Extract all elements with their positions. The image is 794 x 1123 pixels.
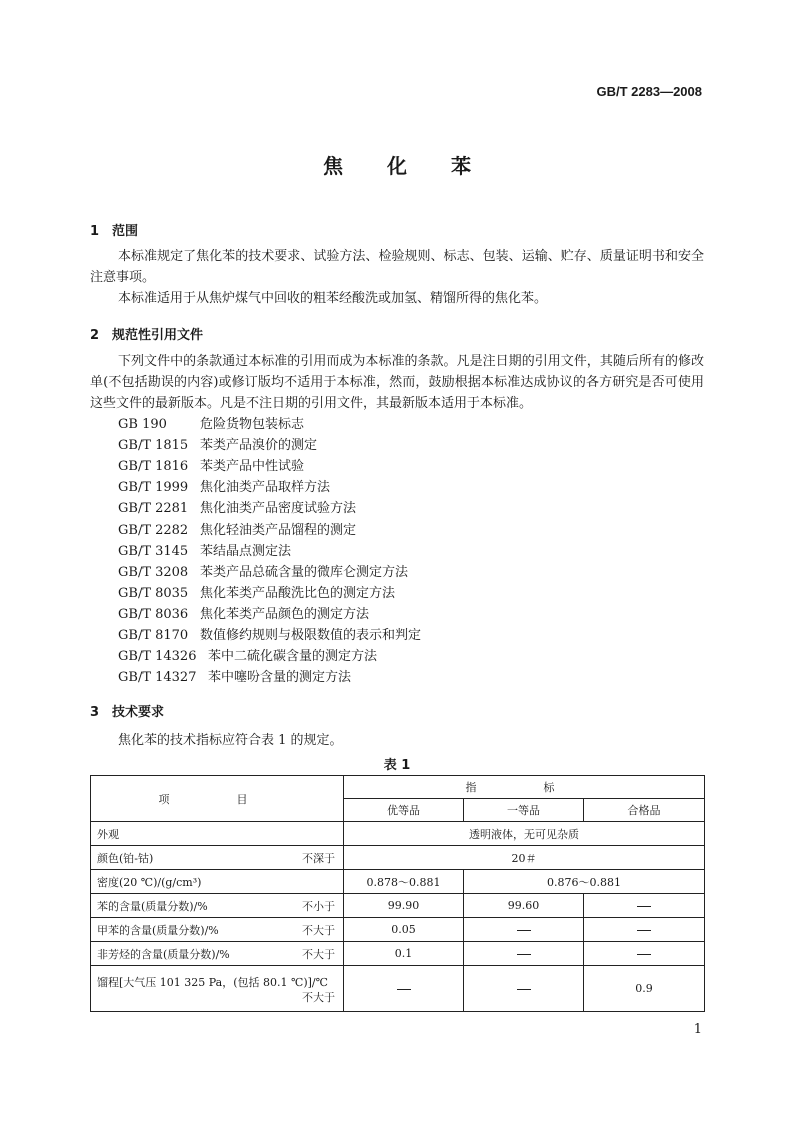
reference-title: 危险货物包装标志 bbox=[200, 417, 305, 432]
reference-item bbox=[118, 646, 377, 667]
reference-item bbox=[118, 604, 369, 625]
reference-title: 苯类产品中性试验 bbox=[200, 459, 305, 475]
reference-item bbox=[118, 435, 317, 456]
dash-mark bbox=[637, 930, 651, 931]
item-name: 外观 bbox=[97, 827, 119, 841]
item-cell bbox=[91, 966, 344, 1012]
table-caption: 表 1 bbox=[383, 758, 411, 773]
reference-code: GB/T 1999 bbox=[118, 480, 189, 496]
reference-code: GB/T 8036 bbox=[118, 606, 189, 622]
limit-label: 不深于 bbox=[302, 851, 335, 865]
reference-item bbox=[118, 520, 356, 541]
reference-code: GB/T 1816 bbox=[118, 459, 189, 475]
item-name: 馏程[大气压 101 325 Pa，(包括 80.1 ℃)]/℃ bbox=[97, 975, 328, 989]
value-premium: 0.05 bbox=[344, 918, 464, 942]
section-2-heading bbox=[90, 324, 203, 343]
reference-title: 苯中噻吩含量的测定方法 bbox=[208, 670, 352, 686]
reference-code: GB/T 1815 bbox=[118, 438, 189, 454]
standard-number: GB/T 2283—2008 bbox=[596, 84, 702, 99]
table-row bbox=[91, 942, 705, 966]
item-cell bbox=[91, 942, 344, 966]
table-row bbox=[91, 894, 705, 918]
reference-title: 苯类产品溴价的测定 bbox=[200, 438, 318, 454]
reference-item bbox=[118, 477, 330, 498]
value-first bbox=[464, 942, 584, 966]
item-name: 密度(20 ℃)/(g/cm³) bbox=[97, 875, 202, 889]
reference-code: GB/T 2281 bbox=[118, 501, 189, 517]
reference-title: 焦化苯类产品颜色的测定方法 bbox=[200, 606, 370, 622]
spec-table bbox=[90, 775, 705, 1012]
value-premium bbox=[344, 966, 464, 1012]
value-merged: 透明液体，无可见杂质 bbox=[344, 822, 705, 846]
reference-item bbox=[118, 625, 421, 646]
table-row bbox=[91, 966, 705, 1012]
reference-code: GB/T 3145 bbox=[118, 543, 189, 559]
reference-title: 数值修约规则与极限数值的表示和判定 bbox=[200, 628, 422, 643]
value-qualified bbox=[584, 942, 705, 966]
item-cell bbox=[91, 822, 344, 846]
reference-code: GB/T 2282 bbox=[118, 522, 189, 538]
scope-paragraph-2: 本标准适用于从焦炉煤气中回收的粗苯经酸洗或加氢、精馏所得的焦化苯。 bbox=[118, 291, 548, 306]
reference-title: 苯中二硫化碳含量的测定方法 bbox=[208, 649, 378, 665]
reference-code: GB/T 8170 bbox=[118, 628, 189, 643]
dash-mark bbox=[517, 989, 531, 990]
scope-paragraph-1: 本标准规定了焦化苯的技术要求、试验方法、检验规则、标志、包装、运输、贮存、质量证明书和安全注意事项。 bbox=[90, 249, 704, 285]
limit-label: 不小于 bbox=[302, 899, 335, 913]
dash-mark bbox=[397, 989, 411, 990]
item-cell bbox=[91, 870, 344, 894]
reference-title: 焦化油类产品密度试验方法 bbox=[200, 501, 357, 517]
section-3-heading bbox=[90, 701, 164, 720]
value-first bbox=[464, 918, 584, 942]
table-row bbox=[91, 846, 705, 870]
table-header-row bbox=[91, 776, 705, 799]
reference-title: 焦化轻油类产品馏程的测定 bbox=[200, 522, 357, 538]
reference-item bbox=[118, 583, 395, 604]
value-premium: 0.1 bbox=[344, 942, 464, 966]
table-row bbox=[91, 822, 705, 846]
item-name: 苯的含量(质量分数)/% bbox=[97, 899, 208, 913]
section-1-heading bbox=[90, 220, 138, 239]
reference-code: GB/T 3208 bbox=[118, 564, 189, 580]
reference-code: GB/T 14326 bbox=[118, 649, 197, 665]
reference-item bbox=[118, 562, 408, 583]
reference-title: 焦化油类产品取样方法 bbox=[200, 480, 331, 496]
grade-premium: 优等品 bbox=[344, 799, 464, 822]
limit-label: 不大于 bbox=[302, 923, 335, 937]
grade-first: 一等品 bbox=[464, 799, 584, 822]
dash-mark bbox=[637, 954, 651, 955]
section-number: 1 bbox=[90, 224, 100, 239]
item-cell bbox=[91, 894, 344, 918]
item-cell bbox=[91, 918, 344, 942]
dash-mark bbox=[637, 906, 651, 907]
reference-item bbox=[118, 414, 304, 435]
page-number: 1 bbox=[693, 1022, 702, 1037]
limit-label: 不大于 bbox=[302, 991, 335, 1004]
reference-item bbox=[118, 456, 304, 477]
value-qualified bbox=[584, 918, 705, 942]
reference-title: 焦化苯类产品酸洗比色的测定方法 bbox=[200, 585, 396, 601]
section-number: 2 bbox=[90, 328, 100, 343]
reference-code: GB/T 14327 bbox=[118, 670, 197, 686]
value-premium: 99.90 bbox=[344, 894, 464, 918]
reference-title: 苯类产品总硫含量的微库仑测定方法 bbox=[200, 564, 409, 580]
section-number: 3 bbox=[90, 705, 100, 720]
header-index: 指 标 bbox=[344, 776, 705, 799]
value-qualified bbox=[584, 894, 705, 918]
section-title: 技术要求 bbox=[112, 705, 165, 720]
tech-intro: 焦化苯的技术指标应符合表 1 的规定。 bbox=[118, 733, 343, 748]
value-first: 99.60 bbox=[464, 894, 584, 918]
item-cell bbox=[91, 846, 344, 870]
item-name: 甲苯的含量(质量分数)/% bbox=[97, 923, 219, 937]
item-name: 颜色(铂-钴) bbox=[97, 851, 154, 865]
reference-title: 苯结晶点测定法 bbox=[200, 543, 292, 559]
references-intro: 下列文件中的条款通过本标准的引用而成为本标准的条款。凡是注日期的引用文件，其随后所有的修改单(不包括勘误的内容)或修订版均不适用于本标准，然而，鼓励根据本标准达成协议的各方研究是否可使用这些文件的最新版本。凡是不注日期的引用文件，其最新版本适用于本标准。 bbox=[90, 354, 704, 411]
table-row bbox=[91, 918, 705, 942]
value-premium: 0.878～0.881 bbox=[344, 870, 464, 894]
value-merged: 20＃ bbox=[344, 846, 705, 870]
dash-mark bbox=[517, 930, 531, 931]
section-title: 范围 bbox=[112, 224, 139, 239]
item-name: 非芳烃的含量(质量分数)/% bbox=[97, 947, 230, 961]
reference-code: GB/T 8035 bbox=[118, 585, 189, 601]
reference-item bbox=[118, 498, 356, 519]
table-row bbox=[91, 870, 705, 894]
limit-label: 不大于 bbox=[302, 947, 335, 961]
grade-qualified: 合格品 bbox=[584, 799, 705, 822]
header-item: 项 目 bbox=[91, 776, 344, 822]
section-title: 规范性引用文件 bbox=[112, 328, 204, 343]
reference-item bbox=[118, 541, 291, 562]
value-first bbox=[464, 966, 584, 1012]
dash-mark bbox=[517, 954, 531, 955]
value-qualified: 0.9 bbox=[584, 966, 705, 1012]
reference-code: GB 190 bbox=[118, 417, 167, 432]
reference-item bbox=[118, 667, 351, 688]
document-title: 焦化苯 bbox=[323, 154, 515, 178]
value-first-qualified: 0.876～0.881 bbox=[464, 870, 705, 894]
